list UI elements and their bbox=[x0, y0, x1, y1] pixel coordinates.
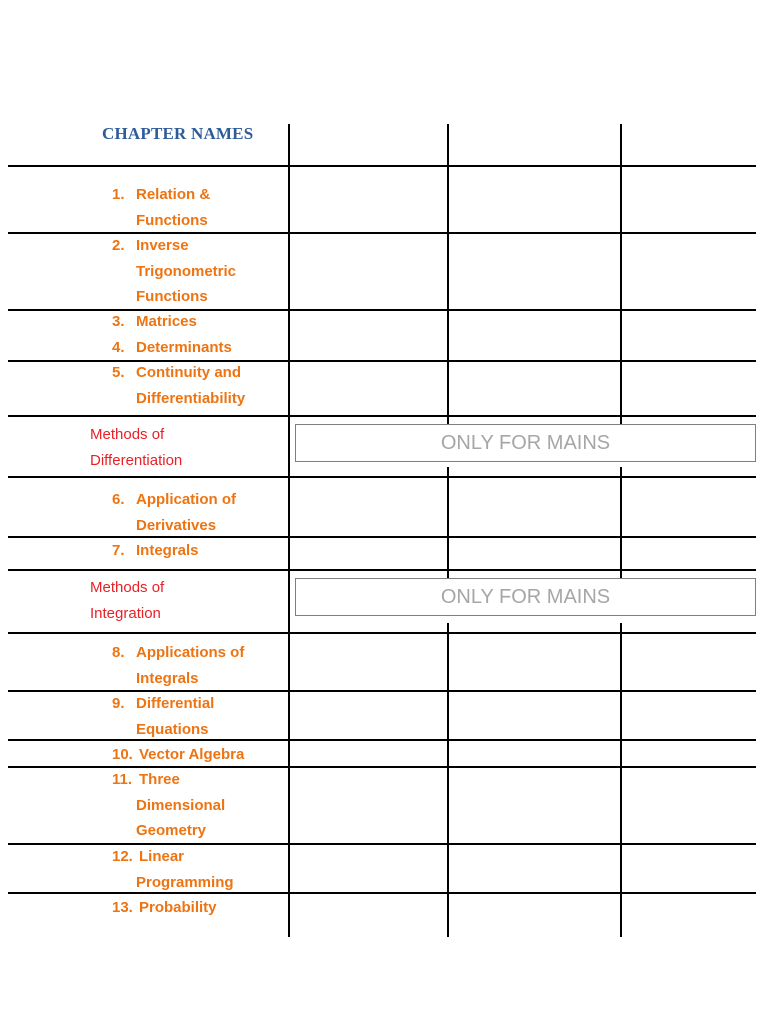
chapter-number: 10. bbox=[112, 746, 133, 763]
chapter-item bbox=[112, 742, 244, 768]
chapter-title-line: Geometry bbox=[136, 822, 207, 839]
method-label bbox=[90, 422, 280, 474]
chapter-title bbox=[136, 742, 244, 768]
chapter-number: 8. bbox=[112, 644, 125, 661]
row-divider bbox=[8, 476, 756, 478]
chapter-item bbox=[112, 309, 197, 335]
chapter-number: 7. bbox=[112, 542, 125, 559]
chapter-item bbox=[112, 691, 214, 742]
chapter-title-line: Applications of bbox=[136, 644, 245, 661]
only-for-mains-box bbox=[295, 424, 756, 462]
column-divider bbox=[447, 467, 449, 578]
chapter-title-line: Three bbox=[139, 771, 180, 788]
chapter-number: 11. bbox=[112, 771, 133, 788]
method-label-line: Differentiation bbox=[90, 452, 183, 469]
chapter-item bbox=[112, 233, 236, 310]
chapter-title-line: Linear bbox=[139, 848, 185, 865]
row-divider bbox=[8, 632, 756, 634]
chapter-item bbox=[112, 640, 244, 691]
chapter-title bbox=[136, 309, 197, 335]
chapter-number: 2. bbox=[112, 237, 125, 254]
chapter-title-line: Integrals bbox=[136, 669, 199, 687]
only-for-mains-label: ONLY FOR MAINS bbox=[440, 585, 611, 608]
chapter-title-line: Vector Algebra bbox=[139, 746, 245, 763]
chapter-title-line: Relation & bbox=[136, 186, 211, 203]
chapter-item bbox=[112, 538, 199, 564]
chapter-title bbox=[136, 487, 236, 538]
chapter-number: 13. bbox=[112, 899, 133, 916]
chapter-item bbox=[112, 844, 234, 895]
method-label-line: Methods of bbox=[90, 579, 165, 596]
chapter-title bbox=[136, 640, 244, 691]
chapter-title-line: Differential bbox=[136, 695, 215, 712]
column-divider bbox=[620, 623, 622, 937]
chapter-title-line: Inverse bbox=[136, 237, 189, 254]
column-divider bbox=[447, 124, 449, 424]
chapter-number: 5. bbox=[112, 364, 125, 381]
chapter-number: 12. bbox=[112, 848, 133, 865]
column-divider bbox=[447, 623, 449, 937]
chapter-number: 9. bbox=[112, 695, 125, 712]
chapter-title bbox=[136, 538, 199, 564]
method-label-line: Methods of bbox=[90, 426, 165, 443]
chapter-item bbox=[112, 895, 217, 921]
column-divider bbox=[620, 467, 622, 578]
only-for-mains-label: ONLY FOR MAINS bbox=[440, 431, 611, 454]
chapter-item bbox=[112, 182, 210, 233]
chapter-title bbox=[136, 233, 236, 310]
chapter-item bbox=[112, 335, 232, 361]
chapter-title-line: Trigonometric bbox=[136, 262, 237, 280]
method-label-line: Integration bbox=[90, 605, 161, 622]
row-divider bbox=[8, 569, 756, 571]
chapter-title-line: Continuity and bbox=[136, 364, 241, 381]
chapter-title bbox=[136, 844, 234, 895]
chapter-number: 4. bbox=[112, 338, 125, 356]
chapter-number: 1. bbox=[112, 186, 125, 203]
chapter-item bbox=[112, 360, 245, 411]
chapter-number: 6. bbox=[112, 491, 125, 508]
chapter-title-line: Application of bbox=[136, 491, 236, 508]
chapter-title-line: Determinants bbox=[136, 338, 232, 356]
row-divider bbox=[8, 415, 756, 417]
column-divider bbox=[620, 124, 622, 424]
row-divider bbox=[8, 165, 756, 167]
chapter-title bbox=[136, 182, 210, 233]
chapter-item bbox=[112, 767, 225, 844]
chapter-title-line: Derivatives bbox=[136, 516, 217, 534]
chapter-title bbox=[136, 895, 217, 921]
chapter-number: 3. bbox=[112, 313, 125, 330]
only-for-mains-box bbox=[295, 578, 756, 616]
chapter-item bbox=[112, 487, 236, 538]
chapter-title-line: Functions bbox=[136, 288, 208, 305]
chapter-title bbox=[136, 335, 232, 361]
chapter-title bbox=[136, 767, 225, 844]
chapter-title-line: Integrals bbox=[136, 542, 199, 559]
column-divider bbox=[288, 124, 290, 937]
chapter-title bbox=[136, 360, 245, 411]
chapter-title-line: Probability bbox=[139, 899, 217, 916]
chapter-title-line: Matrices bbox=[136, 313, 197, 330]
header-title: CHAPTER NAMES bbox=[102, 124, 254, 143]
chapter-title-line: Dimensional bbox=[136, 796, 226, 814]
chapter-title-line: Equations bbox=[136, 720, 209, 738]
chapter-title-line: Differentiability bbox=[136, 389, 246, 407]
chapter-title bbox=[136, 691, 214, 742]
chapter-title-line: Functions bbox=[136, 211, 208, 229]
chapter-title-line: Programming bbox=[136, 873, 234, 891]
method-label bbox=[90, 575, 280, 627]
